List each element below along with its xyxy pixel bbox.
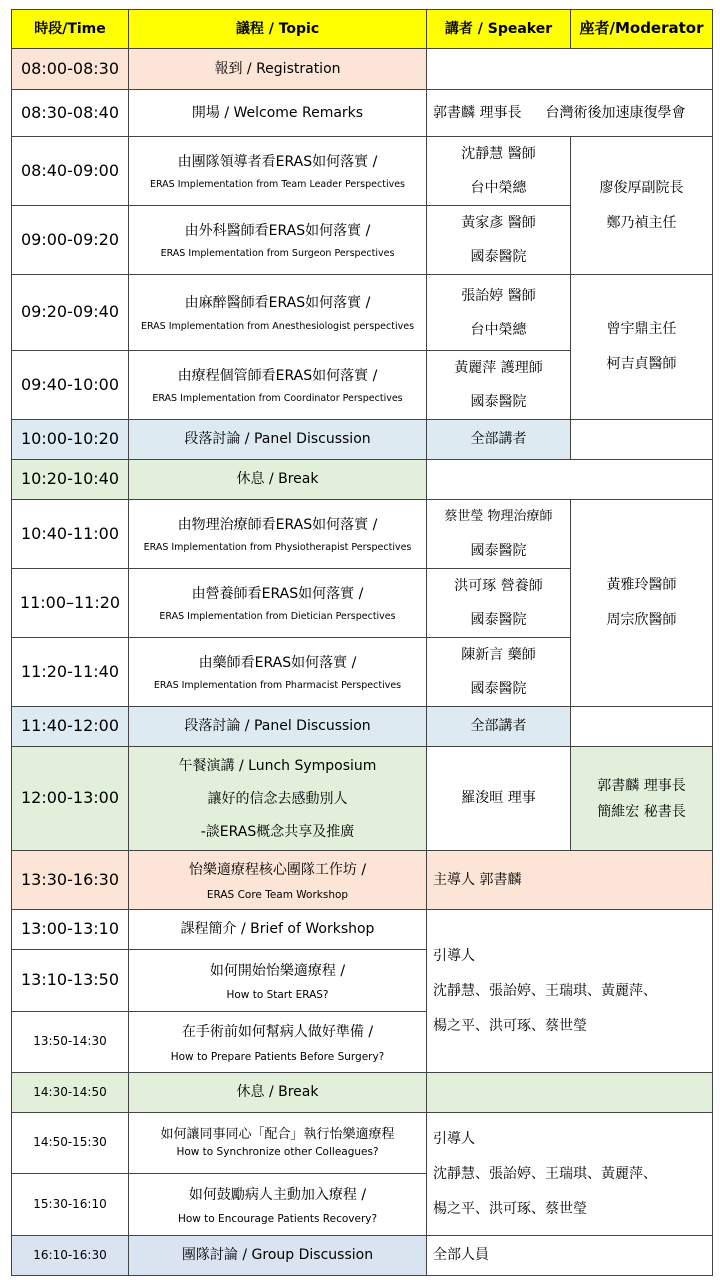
- break2-topic: 休息 / Break: [129, 1073, 427, 1113]
- welcome-speaker-org: 台灣術後加速康復學會: [545, 104, 686, 121]
- anesth-speaker-name: 張詒婷 醫師: [461, 287, 536, 304]
- anesth-speaker-org: 台中榮總: [470, 321, 527, 338]
- physio-row: [12, 500, 713, 569]
- workshop-row: [12, 851, 713, 910]
- anesth-topic-en: ERAS Implementation from Anesthesiologist perspectives: [140, 320, 415, 332]
- workshop-topic-en: ERAS Core Team Workshop: [206, 888, 349, 901]
- coord-speaker-name: 黃麗萍 護理師: [454, 360, 543, 376]
- panel2-row: [12, 707, 713, 747]
- group-speaker: 全部人員: [427, 1236, 713, 1276]
- break1-row: [12, 460, 713, 500]
- moderator-2a: 曾宇鼎主任: [606, 321, 677, 337]
- moderator-block-3: [571, 500, 713, 707]
- pharm-topic: [129, 638, 427, 707]
- group-row: [12, 1236, 713, 1276]
- break1-topic: 休息 / Break: [129, 460, 427, 500]
- surgeon-topic-zh: 由外科醫師看ERAS如何落實 /: [184, 222, 371, 239]
- panel1-speaker: 全部講者: [427, 420, 571, 460]
- lunch-topic-line2: 讓好的信念去感動別人: [207, 790, 348, 807]
- physio-time: 10:40-11:00: [12, 500, 129, 569]
- surgeon-speaker-name: 黃家彥 醫師: [461, 215, 536, 231]
- encourage-topic-zh: 如何鼓勵病人主動加入療程 /: [188, 1186, 367, 1203]
- panel1-empty: [571, 420, 713, 460]
- anesth-topic: [129, 275, 427, 351]
- surgeon-topic-en: ERAS Implementation from Surgeon Perspectives: [160, 248, 395, 260]
- sync-topic-en: How to Synchronize other Colleagues?: [176, 1146, 379, 1159]
- registration-topic-text: 報到 / Registration: [214, 60, 341, 77]
- coord-speaker-org: 國泰醫院: [470, 394, 527, 410]
- diet-topic: [129, 569, 427, 638]
- header-moderator: 座者/Moderator: [571, 10, 713, 49]
- leader-topic-en: ERAS Implementation from Team Leader Perspectives: [149, 179, 406, 191]
- encourage-topic-en: How to Encourage Patients Recovery?: [177, 1213, 378, 1226]
- moderator-1b: 鄭乃禎主任: [606, 214, 677, 231]
- surgeon-speaker: [427, 206, 571, 275]
- diet-speaker: [427, 569, 571, 638]
- moderator-block-2: [571, 275, 713, 420]
- diet-time: 11:00–11:20: [12, 569, 129, 638]
- leader-speaker-org: 台中榮總: [470, 180, 527, 196]
- coord-speaker: [427, 351, 571, 420]
- panel1-topic: 段落討論 / Panel Discussion: [129, 420, 427, 460]
- facilitators-2-label: 引導人: [433, 1130, 475, 1147]
- leader-time: 08:40-09:00: [12, 137, 129, 206]
- lunch-topic: [129, 747, 427, 851]
- physio-topic-en: ERAS Implementation from Physiotherapist Perspectives: [143, 542, 412, 554]
- panel2-topic: 段落討論 / Panel Discussion: [129, 707, 427, 747]
- anesth-speaker: [427, 275, 571, 351]
- lunch-topic-line3: -談ERAS概念共享及推廣: [200, 823, 355, 840]
- prepare-topic-en: How to Prepare Patients Before Surgery?: [170, 1050, 385, 1063]
- physio-speaker-org: 國泰醫院: [470, 543, 527, 559]
- lunch-moderator-2: 簡維宏 秘書長: [597, 803, 686, 820]
- workshop-topic: [129, 851, 427, 910]
- physio-speaker: [427, 500, 571, 569]
- registration-time: 08:00-08:30: [12, 49, 129, 90]
- moderator-1a: 廖俊厚副院長: [599, 179, 684, 196]
- break1-time: 10:20-10:40: [12, 460, 129, 500]
- coord-topic-en: ERAS Implementation from Coordinator Perspectives: [152, 393, 403, 405]
- sync-topic: [129, 1113, 427, 1174]
- break1-empty: [427, 460, 713, 500]
- physio-topic-zh: 由物理治療師看ERAS如何落實 /: [177, 516, 378, 533]
- facilitators-1-line2: 沈靜慧、張詒婷、王瑞琪、黃麗萍、: [433, 982, 657, 999]
- leader-speaker-name: 沈靜慧 醫師: [461, 146, 536, 162]
- physio-topic: [129, 500, 427, 569]
- facilitators-1-line3: 楊之平、洪可琢、蔡世瑩: [433, 1017, 587, 1034]
- registration-topic: [129, 49, 427, 90]
- moderator-3b: 周宗欣醫師: [606, 612, 677, 628]
- anesth-topic-zh: 由麻醉醫師看ERAS如何落實 /: [184, 295, 371, 312]
- sync-topic-zh: 如何讓同事同心「配合」執行怡樂適療程: [160, 1126, 395, 1142]
- pharm-speaker-name: 陳新言 藥師: [461, 647, 536, 663]
- group-topic: 團隊討論 / Group Discussion: [129, 1236, 427, 1276]
- surgeon-time: 09:00-09:20: [12, 206, 129, 275]
- diet-speaker-org: 國泰醫院: [470, 612, 527, 628]
- welcome-speaker: [427, 90, 713, 137]
- brief-row: [12, 910, 713, 950]
- leader-speaker: [427, 137, 571, 206]
- lunch-row: [12, 747, 713, 851]
- lunch-moderator: [571, 747, 713, 851]
- start-time: 13:10-13:50: [12, 950, 129, 1012]
- diet-topic-en: ERAS Implementation from Dietician Perspectives: [159, 611, 396, 623]
- lunch-speaker: 羅浚晅 理事: [427, 747, 571, 851]
- leader-topic-zh: 由團隊領導者看ERAS如何落實 /: [177, 153, 378, 170]
- panel1-time: 10:00-10:20: [12, 420, 129, 460]
- start-topic-en: How to Start ERAS?: [226, 989, 329, 1002]
- prepare-time: 13:50-14:30: [12, 1012, 129, 1073]
- encourage-time: 15:30-16:10: [12, 1174, 129, 1236]
- registration-empty: [427, 49, 713, 90]
- surgeon-speaker-org: 國泰醫院: [470, 249, 527, 265]
- coord-topic-zh: 由療程個管師看ERAS如何落實 /: [177, 367, 378, 384]
- anesth-time: 09:20-09:40: [12, 275, 129, 351]
- lunch-time: 12:00-13:00: [12, 747, 129, 851]
- sync-row: [12, 1113, 713, 1174]
- panel1-row: [12, 420, 713, 460]
- panel2-empty: [571, 707, 713, 747]
- welcome-time: 08:30-08:40: [12, 90, 129, 137]
- pharm-speaker: [427, 638, 571, 707]
- pharm-speaker-org: 國泰醫院: [470, 681, 527, 697]
- pharm-time: 11:20-11:40: [12, 638, 129, 707]
- facilitators-2-line2: 沈靜慧、張詒婷、王瑞琪、黃麗萍、: [433, 1165, 657, 1182]
- start-topic: [129, 950, 427, 1012]
- pharm-topic-zh: 由藥師看ERAS如何落實 /: [198, 654, 357, 671]
- header-topic: 議程 / Topic: [129, 10, 427, 49]
- group-time: 16:10-16:30: [12, 1236, 129, 1276]
- agenda-table: [11, 9, 713, 1276]
- facilitators-2-line3: 楊之平、洪可琢、蔡世瑩: [433, 1200, 587, 1217]
- sync-time: 14:50-15:30: [12, 1113, 129, 1174]
- diet-topic-zh: 由營養師看ERAS如何落實 /: [191, 585, 364, 602]
- physio-speaker-name: 蔡世瑩 物理治療師: [444, 509, 553, 524]
- coord-time: 09:40-10:00: [12, 351, 129, 420]
- coord-topic: [129, 351, 427, 420]
- lunch-moderator-1: 郭書麟 理事長: [597, 777, 686, 794]
- surgeon-topic: [129, 206, 427, 275]
- panel2-time: 11:40-12:00: [12, 707, 129, 747]
- welcome-speaker-name: 郭書麟 理事長: [433, 104, 522, 121]
- facilitators-1-label: 引導人: [433, 947, 475, 964]
- header-row: [12, 10, 713, 49]
- moderator-3a: 黃雅玲醫師: [606, 577, 677, 593]
- prepare-topic: [129, 1012, 427, 1073]
- workshop-lead: 主導人 郭書麟: [427, 851, 713, 910]
- brief-time: 13:00-13:10: [12, 910, 129, 950]
- registration-row: [12, 49, 713, 90]
- welcome-row: [12, 90, 713, 137]
- lunch-topic-line1: 午餐演講 / Lunch Symposium: [178, 757, 377, 774]
- panel2-speaker: 全部講者: [427, 707, 571, 747]
- brief-topic: 課程簡介 / Brief of Workshop: [129, 910, 427, 950]
- workshop-topic-zh: 怡樂適療程核心團隊工作坊 /: [188, 862, 367, 879]
- workshop-time: 13:30-16:30: [12, 851, 129, 910]
- facilitators-block-2: [427, 1113, 713, 1236]
- encourage-topic: [129, 1174, 427, 1236]
- facilitators-block-1: [427, 910, 713, 1073]
- welcome-topic: 開場 / Welcome Remarks: [129, 90, 427, 137]
- break2-empty: [427, 1073, 713, 1113]
- break2-time: 14:30-14:50: [12, 1073, 129, 1113]
- moderator-2b: 柯吉貞醫師: [606, 356, 677, 372]
- leader-topic: [129, 137, 427, 206]
- header-speaker: 講者 / Speaker: [427, 10, 571, 49]
- start-topic-zh: 如何開始怡樂適療程 /: [209, 962, 346, 979]
- pharm-topic-en: ERAS Implementation from Pharmacist Perspectives: [153, 680, 402, 692]
- prepare-topic-zh: 在手術前如何幫病人做好準備 /: [181, 1024, 374, 1041]
- leader-row: [12, 137, 713, 206]
- diet-speaker-name: 洪可琢 營養師: [454, 578, 543, 594]
- anesth-row: [12, 275, 713, 351]
- header-time: 時段/Time: [12, 10, 129, 49]
- break2-row: [12, 1073, 713, 1113]
- moderator-block-1: [571, 137, 713, 275]
